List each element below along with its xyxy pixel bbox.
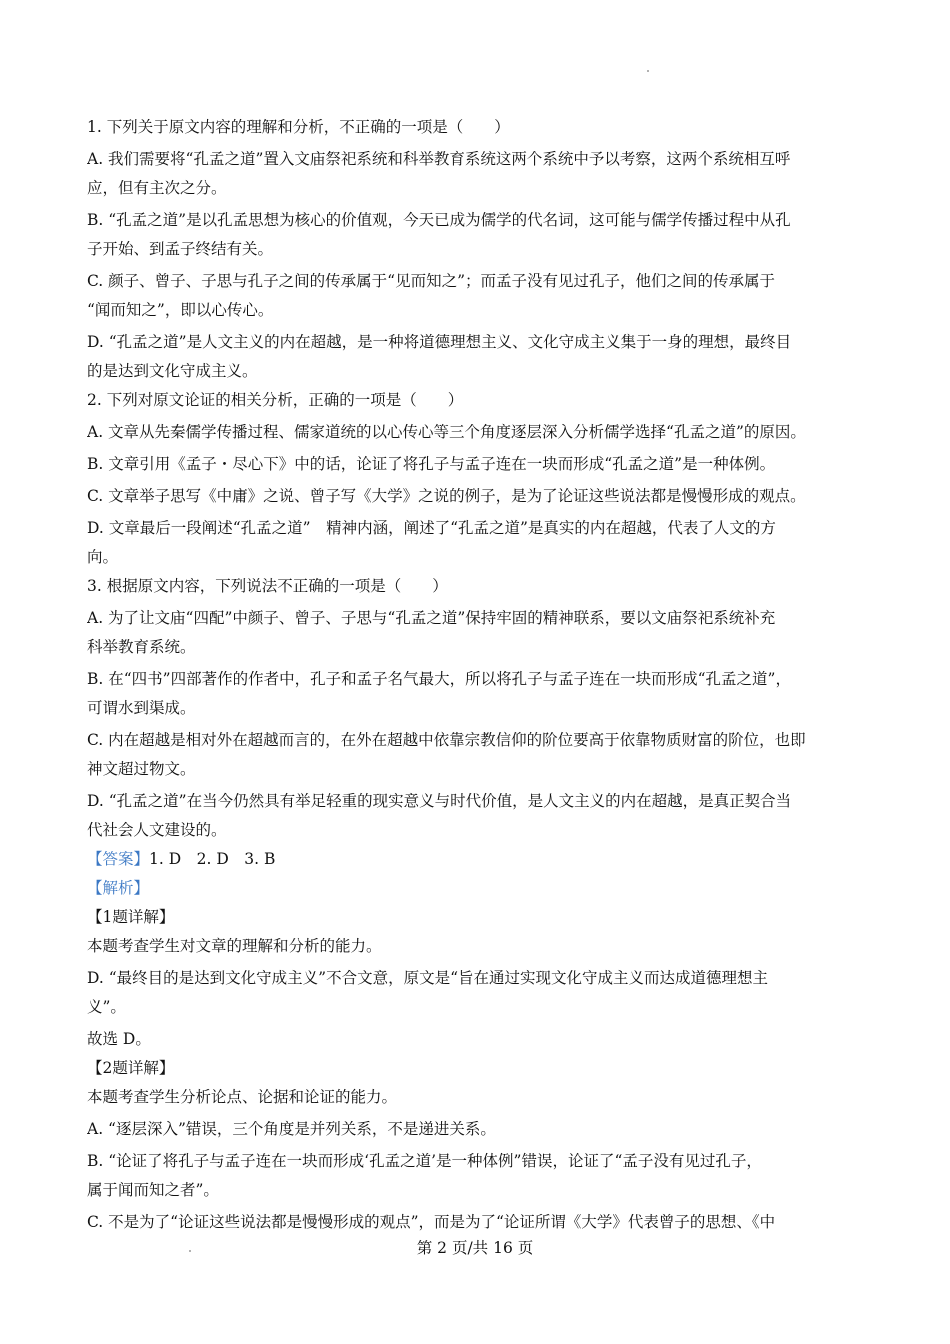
question-3-option-a: A. 为了让文庙“四配”中颜子、曾子、子思与“孔孟之道”保持牢固的精神联系，要以文庙祭祀系统补充 <box>87 609 776 627</box>
question-2-stem: 2. 下列对原文论证的相关分析，正确的一项是（ ） <box>87 391 464 409</box>
answer-line <box>87 845 877 874</box>
question-3-stem: 3. 根据原文内容，下列说法不正确的一项是（ ） <box>87 577 448 595</box>
page-content <box>87 113 877 1237</box>
question-1-option-d: D. “孔孟之道”是人文主义的内在超越，是一种将道德理想主义、文化守成主义集于一身的理想，最终目 <box>87 333 792 351</box>
analysis-2-line-3: B. “论证了将孔子与孟子连在一块而形成‘孔孟之道’是一种体例”错误，论证了“孟子没有见过孔子， <box>87 1152 762 1170</box>
speck-mark <box>647 70 649 72</box>
question-1-option-c-cont: “闻而知之”，即以心传心。 <box>87 301 274 319</box>
analysis-1-line-3: 义”。 <box>87 998 126 1016</box>
question-1-option-b: B. “孔孟之道”是以孔孟思想为核心的价值观，今天已成为儒学的代名词，这可能与儒学传播过程中从孔 <box>87 211 791 229</box>
analysis-1-line-1: 本题考查学生对文章的理解和分析的能力。 <box>87 937 382 955</box>
question-2-option-b: B. 文章引用《孟子・尽心下》中的话，论证了将孔子与孟子连在一块而形成“孔孟之道”是一种体例。 <box>87 455 776 473</box>
answer-text: 1. D 2. D 3. B <box>149 850 276 868</box>
analysis-2-line-4: 属于闻而知之者”。 <box>87 1181 219 1199</box>
answer-label: 【答案】 <box>87 850 150 868</box>
question-3-option-d: D. “孔孟之道”在当今仍然具有举足轻重的现实意义与时代价值，是人文主义的内在超越，是真正契合当 <box>87 792 792 810</box>
question-1-option-a: A. 我们需要将“孔孟之道”置入文庙祭祀系统和科举教育系统这两个系统中予以考察，这两个系统相互呼 <box>87 150 791 168</box>
page-footer: 第 2 页/共 16 页 <box>416 1239 534 1257</box>
analysis-1-title: 【1题详解】 <box>87 908 175 926</box>
question-1-stem: 1. 下列关于原文内容的理解和分析，不正确的一项是（ ） <box>87 118 510 136</box>
analysis-2-line-5: C. 不是为了“论证这些说法都是慢慢形成的观点”，而是为了“论证所谓《大学》代表曾子的思想、《中 <box>87 1213 776 1231</box>
question-3-option-b: B. 在“四书”四部著作的作者中，孔子和孟子名气最大，所以将孔子与孟子连在一块而形成“孔孟之道”， <box>87 670 791 688</box>
question-3-option-d-cont: 代社会人文建设的。 <box>87 821 227 839</box>
question-1-option-a-cont: 应，但有主次之分。 <box>87 179 227 197</box>
question-2-option-c: C. 文章举子思写《中庸》之说、曾子写《大学》之说的例子，是为了论证这些说法都是慢慢形成的观点。 <box>87 487 806 505</box>
analysis-2-line-1: 本题考查学生分析论点、论据和论证的能力。 <box>87 1088 398 1106</box>
question-3-option-c-cont: 神文超过物文。 <box>87 760 196 778</box>
question-2-option-d: D. 文章最后一段阐述“孔孟之道” 精神内涵，阐述了“孔孟之道”是真实的内在超越，代表了人文的方 <box>87 519 776 537</box>
question-2-option-d-cont: 向。 <box>87 548 119 566</box>
analysis-2-line-2: A. “逐层深入”错误，三个角度是并列关系，不是递进关系。 <box>87 1120 496 1138</box>
question-3-option-b-cont: 可谓水到渠成。 <box>87 699 196 717</box>
analysis-2-title: 【2题详解】 <box>87 1059 175 1077</box>
question-3-option-c: C. 内在超越是相对外在超越而言的，在外在超越中依靠宗教信仰的阶位要高于依靠物质财富的阶位，也即 <box>87 731 806 749</box>
analysis-label: 【解析】 <box>87 879 150 897</box>
analysis-1-line-4: 故选 D。 <box>87 1030 151 1048</box>
question-1-option-d-cont: 的是达到文化守成主义。 <box>87 362 258 380</box>
question-3-option-a-cont: 科举教育系统。 <box>87 638 196 656</box>
question-2-option-a: A. 文章从先秦儒学传播过程、儒家道统的以心传心等三个角度逐层深入分析儒学选择“孔孟之道”的原因。 <box>87 423 806 441</box>
question-1-option-c: C. 颜子、曾子、子思与孔子之间的传承属于“见而知之”；而孟子没有见过孔子，他们之间的传承属于 <box>87 272 776 290</box>
analysis-1-line-2: D. “最终目的是达到文化守成主义”不合文意，原文是“旨在通过实现文化守成主义而达成道德理想主 <box>87 969 769 987</box>
question-1-option-b-cont: 子开始、到孟子终结有关。 <box>87 240 274 258</box>
